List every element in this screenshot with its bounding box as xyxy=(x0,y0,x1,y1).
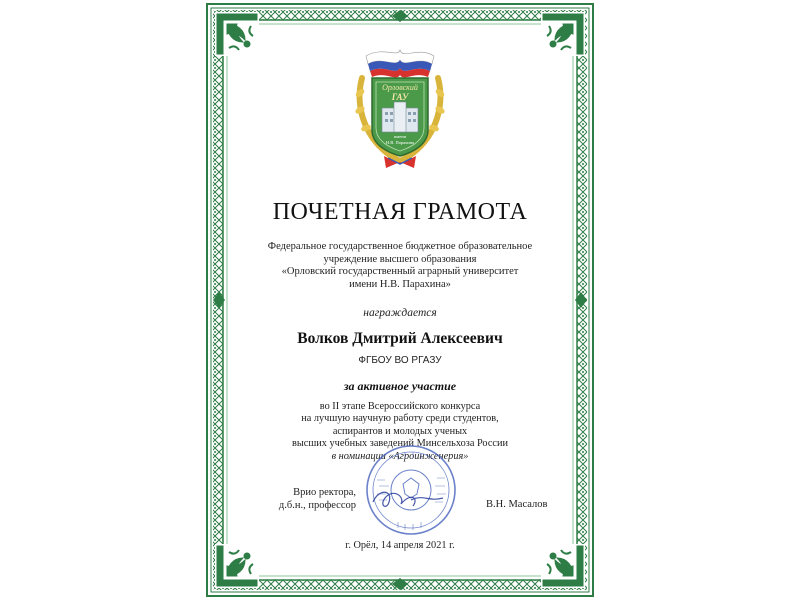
logo-subtext-line2: Н.В. Парахина xyxy=(385,140,415,145)
org-line-4: имени Н.В. Парахина» xyxy=(349,278,451,290)
logo-subtext-line1: имени xyxy=(393,134,407,139)
signatory-name: В.Н. Масалов xyxy=(486,499,548,510)
signatory-title-line-2: д.б.н., профессор xyxy=(278,500,356,511)
org-line-1: Федеральное государственное бюджетное образовательное xyxy=(267,241,533,252)
recipient-institution: ФГБОУ ВО РГАЗУ xyxy=(358,355,442,366)
university-logo xyxy=(348,38,452,173)
certificate-document xyxy=(203,0,597,600)
stage-line-3: аспирантов и молодых ученых xyxy=(332,425,468,437)
award-reason: за активное участие xyxy=(343,379,457,393)
nomination: в номинации «Агроинженерия» xyxy=(331,450,469,462)
awarded-label: награждается xyxy=(363,307,437,319)
org-line-2: учреждение высшего образования xyxy=(323,253,477,265)
logo-text-line2: ГАУ xyxy=(391,92,409,102)
signatory-title xyxy=(256,486,356,512)
stage-line-4: высших учебных заведений Минсельхоза России xyxy=(291,438,509,450)
official-seal xyxy=(353,440,463,540)
signatory-title-line-1: Врио ректора, xyxy=(293,487,356,498)
stage-line-1: во II этапе Всероссийского конкурса xyxy=(319,401,481,412)
org-line-3: «Орловский государственный аграрный университет xyxy=(281,266,519,277)
place-and-date: г. Орёл, 14 апреля 2021 г. xyxy=(345,540,455,551)
stage-line-2: на лучшую научную работу среди студентов, xyxy=(301,413,499,425)
certificate-title: ПОЧЕТНАЯ ГРАМОТА xyxy=(272,199,528,225)
organization-name xyxy=(203,241,597,291)
signature xyxy=(373,492,443,506)
recipient-name: Волков Дмитрий Алексеевич xyxy=(297,330,503,347)
logo-text-line1: Орловский xyxy=(382,83,418,92)
